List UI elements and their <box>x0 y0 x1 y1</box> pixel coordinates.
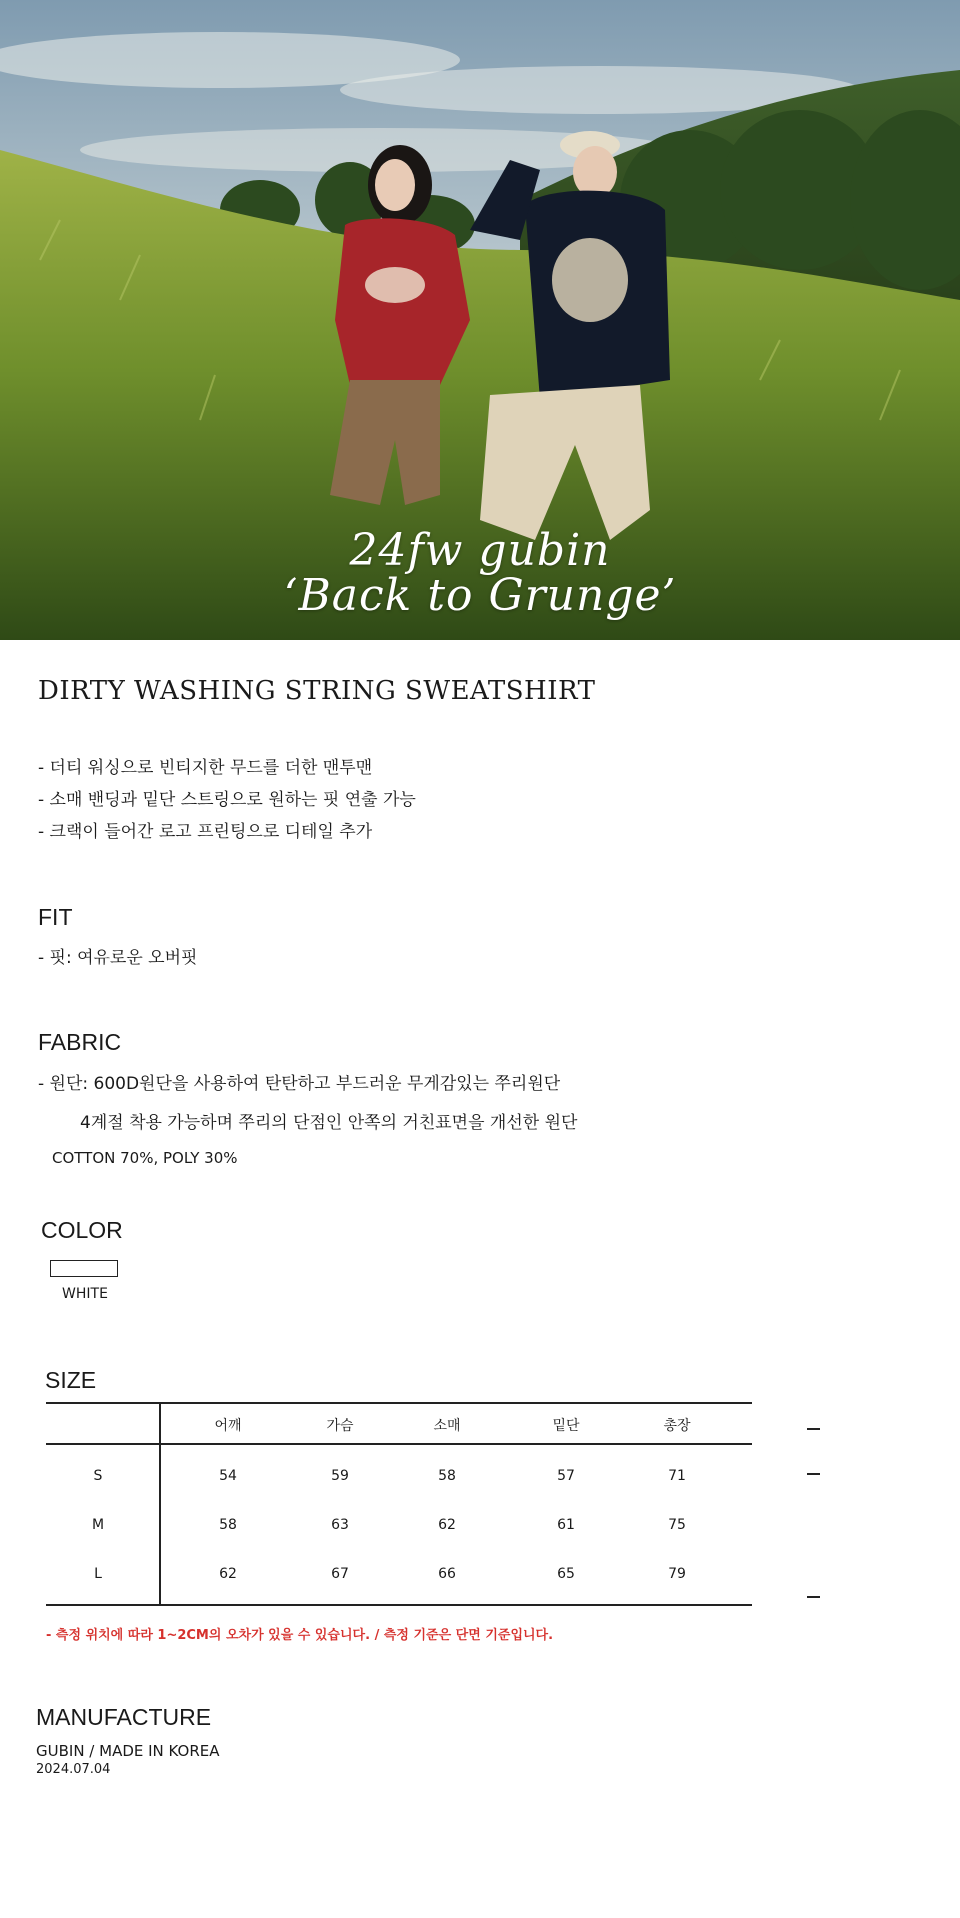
hero-photo <box>0 0 960 640</box>
column-header-hem: 밑단 <box>552 1418 580 1434</box>
column-header-shoulder: 어깨 <box>214 1418 242 1434</box>
table-cell: 79 <box>668 1566 686 1582</box>
column-header-length: 총장 <box>663 1418 691 1434</box>
table-cell: 67 <box>331 1566 349 1582</box>
table-column-divider <box>159 1402 161 1606</box>
column-header-chest: 가슴 <box>326 1418 354 1434</box>
size-heading: SIZE <box>45 1367 97 1393</box>
table-top-border <box>46 1402 752 1404</box>
dash-mark <box>807 1473 820 1475</box>
table-cell: 57 <box>557 1468 575 1484</box>
table-cell: 61 <box>557 1517 575 1533</box>
manufacture-heading: MANUFACTURE <box>36 1704 212 1730</box>
fabric-heading: FABRIC <box>38 1029 122 1055</box>
measurement-note: - 측정 위치에 따라 1~2CM의 오차가 있을 수 있습니다. / 측정 기준은 단면 기준입니다. <box>46 1628 554 1643</box>
manufacture-date: 2024.07.04 <box>36 1762 111 1777</box>
dash-mark <box>807 1428 820 1430</box>
table-cell: 66 <box>438 1566 456 1582</box>
table-cell: 75 <box>668 1517 686 1533</box>
table-bottom-border <box>46 1604 752 1606</box>
fit-heading: FIT <box>38 904 73 930</box>
table-cell: 54 <box>219 1468 237 1484</box>
dash-mark <box>807 1596 820 1598</box>
manufacturer-text: GUBIN / MADE IN KOREA <box>36 1742 220 1760</box>
row-label-m: M <box>91 1517 105 1533</box>
hero-title-line1: 24fw gubin <box>349 525 611 576</box>
hero-title-line2: ‘Back to Grunge’ <box>283 570 677 621</box>
feature-list <box>38 752 416 848</box>
table-cell: 59 <box>331 1468 349 1484</box>
table-cell: 62 <box>219 1566 237 1582</box>
color-name: WHITE <box>62 1286 108 1302</box>
row-label-s: S <box>93 1468 103 1484</box>
product-title: DIRTY WASHING STRING SWEATSHIRT <box>38 676 596 706</box>
fabric-description: - 원단: 600D원단을 사용하여 탄탄하고 부드러운 무게감있는 쭈리원단 <box>38 1074 561 1094</box>
table-cell: 58 <box>438 1468 456 1484</box>
table-cell: 63 <box>331 1517 349 1533</box>
fabric-composition: COTTON 70%, POLY 30% <box>52 1149 238 1167</box>
size-table <box>46 1402 752 1606</box>
feature-item: - 소매 밴딩과 밑단 스트링으로 원하는 핏 연출 가능 <box>38 790 416 810</box>
table-cell: 62 <box>438 1517 456 1533</box>
color-heading: COLOR <box>41 1217 123 1243</box>
table-cell: 65 <box>557 1566 575 1582</box>
feature-item: - 더티 워싱으로 빈티지한 무드를 더한 맨투맨 <box>38 758 373 778</box>
column-header-sleeve: 소매 <box>433 1418 461 1434</box>
table-cell: 71 <box>668 1468 686 1484</box>
table-header-divider <box>46 1443 752 1445</box>
feature-item: - 크랙이 들어간 로고 프린팅으로 디테일 추가 <box>38 822 373 842</box>
table-cell: 58 <box>219 1517 237 1533</box>
fit-text: - 핏: 여유로운 오버핏 <box>38 948 198 968</box>
row-label-l: L <box>94 1566 102 1582</box>
color-swatch-white <box>50 1260 118 1277</box>
fabric-description-cont: 4계절 착용 가능하며 쭈리의 단점인 안쪽의 거친표면을 개선한 원단 <box>80 1113 578 1133</box>
